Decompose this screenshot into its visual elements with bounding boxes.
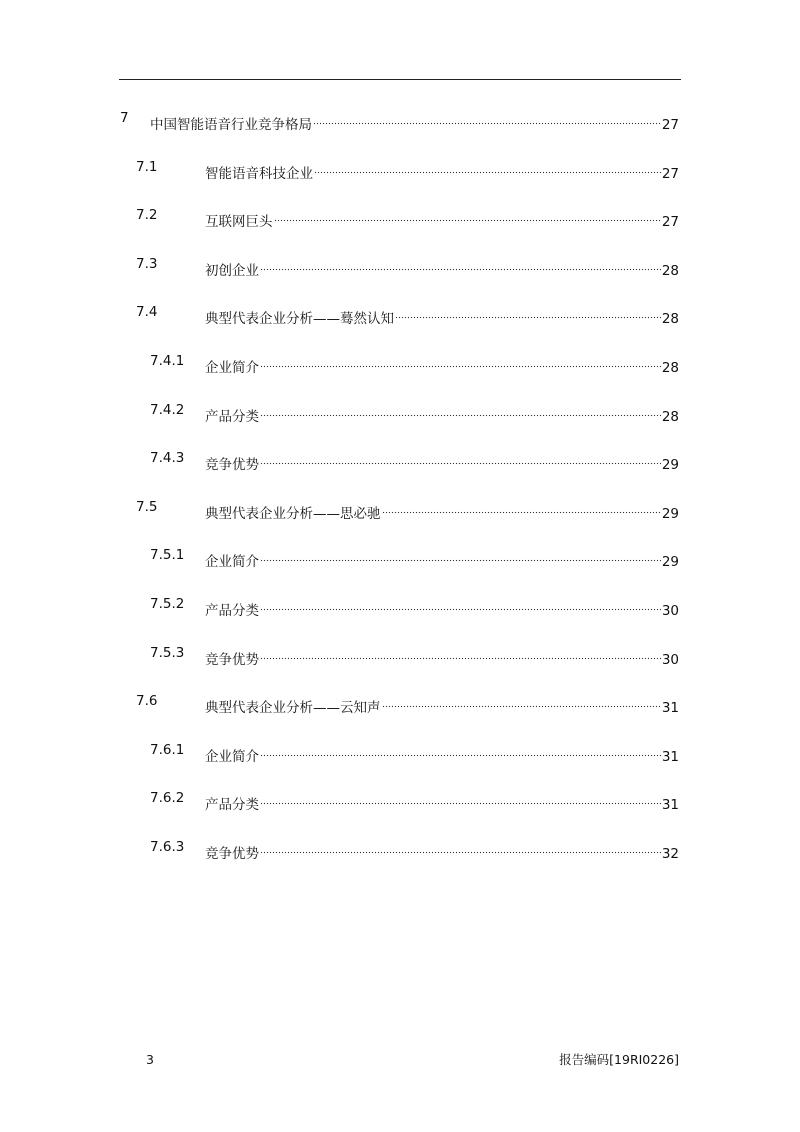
toc-entry[interactable] [0, 690, 800, 717]
toc-entry-title: 互联网巨头 [205, 214, 273, 231]
toc-dot-leader [260, 787, 661, 809]
toc-entry[interactable] [0, 496, 800, 522]
toc-entry-number: 7.4.1 [150, 353, 185, 369]
toc-entry-page: 27 [661, 214, 679, 231]
footer-report-code: 报告编码[19RI0226] [559, 1052, 679, 1067]
toc-dot-leader [260, 739, 661, 761]
toc-dot-leader [260, 350, 661, 372]
toc-entry[interactable] [0, 253, 800, 279]
toc-entry[interactable] [0, 447, 800, 474]
toc-dot-leader [314, 156, 661, 178]
toc-entry-title: 智能语音科技企业 [205, 165, 313, 182]
toc-entry[interactable] [0, 204, 800, 231]
toc-entry-number: 7.6.3 [150, 839, 185, 855]
toc-entry-number: 7.5.1 [150, 547, 185, 564]
toc-entry-title: 初创企业 [205, 262, 259, 279]
toc-entry[interactable] [0, 642, 800, 668]
toc-dot-leader [260, 642, 661, 664]
toc-dot-leader [313, 107, 661, 129]
toc-entry[interactable] [0, 836, 800, 862]
toc-entry-number: 7.1 [136, 158, 158, 175]
toc-dot-leader [260, 593, 661, 615]
toc-entry-title: 典型代表企业分析——蓦然认知 [205, 311, 394, 328]
toc-entry-page: 28 [661, 311, 679, 328]
toc-entry-page: 29 [661, 554, 679, 571]
toc-entry-page: 31 [661, 748, 679, 765]
toc-entry-number: 7.2 [136, 207, 158, 224]
toc-entry-title: 产品分类 [205, 603, 259, 619]
toc-entry-page: 27 [661, 165, 679, 182]
toc-entry-number: 7.6.1 [150, 741, 185, 758]
toc-entry-number: 7.5.3 [150, 644, 185, 661]
toc-entry-number: 7.4.3 [150, 450, 185, 467]
footer-page-number: 3 [146, 1052, 154, 1067]
toc-entry-title: 竞争优势 [205, 651, 259, 668]
toc-entry-title: 产品分类 [205, 797, 259, 814]
toc-entry-number: 7.5 [136, 498, 158, 515]
toc-entry-number: 7.4.2 [150, 401, 185, 418]
toc-dot-leader [382, 496, 661, 518]
toc-entry-page: 30 [661, 651, 679, 668]
header-rule [119, 79, 681, 80]
toc-entry-title: 竞争优势 [205, 457, 259, 474]
toc-entry[interactable] [0, 350, 800, 376]
toc-entry-page: 28 [661, 408, 679, 425]
toc-entry-title: 典型代表企业分析——思必驰 [205, 505, 381, 522]
toc-entry-page: 31 [661, 797, 679, 814]
toc-entry-number: 7.6 [136, 693, 158, 710]
toc-entry-number: 7.3 [136, 255, 158, 272]
toc-entry-number: 7 [120, 110, 129, 126]
toc-entry-page: 31 [661, 700, 679, 717]
toc-entry-title: 企业简介 [205, 748, 259, 765]
toc-entry-title: 典型代表企业分析——云知声 [205, 700, 381, 717]
toc-dot-leader [260, 544, 661, 566]
toc-entry-page: 28 [661, 262, 679, 279]
toc-entry[interactable] [0, 787, 800, 814]
toc-entry-page: 29 [661, 505, 679, 522]
toc-entry-page: 30 [661, 603, 679, 619]
toc-entry[interactable] [0, 107, 800, 133]
toc-dot-leader [274, 204, 661, 226]
toc-entry-page: 27 [661, 117, 679, 133]
toc-entry-title: 竞争优势 [205, 846, 259, 862]
toc-entry[interactable] [0, 593, 800, 619]
toc-dot-leader [395, 301, 661, 323]
toc-entry-title: 企业简介 [205, 554, 259, 571]
toc-entry[interactable] [0, 399, 800, 425]
toc-entry-page: 32 [661, 846, 679, 862]
toc-entry[interactable] [0, 156, 800, 182]
toc-entry[interactable] [0, 301, 800, 328]
toc-entry[interactable] [0, 544, 800, 571]
toc-dot-leader [260, 447, 661, 469]
toc-entry-page: 29 [661, 457, 679, 474]
toc-dot-leader [382, 690, 661, 712]
toc-dot-leader [260, 836, 661, 858]
toc-entry-number: 7.6.2 [150, 790, 185, 807]
toc-entry[interactable] [0, 739, 800, 765]
toc-entry-number: 7.4 [136, 304, 158, 321]
toc-dot-leader [260, 253, 661, 275]
toc-entry-title: 产品分类 [205, 408, 259, 425]
toc-entry-page: 28 [661, 360, 679, 376]
toc-entry-title: 企业简介 [205, 360, 259, 376]
toc-entry-title: 中国智能语音行业竞争格局 [150, 117, 312, 133]
toc-dot-leader [260, 399, 661, 421]
toc-entry-number: 7.5.2 [150, 596, 185, 612]
